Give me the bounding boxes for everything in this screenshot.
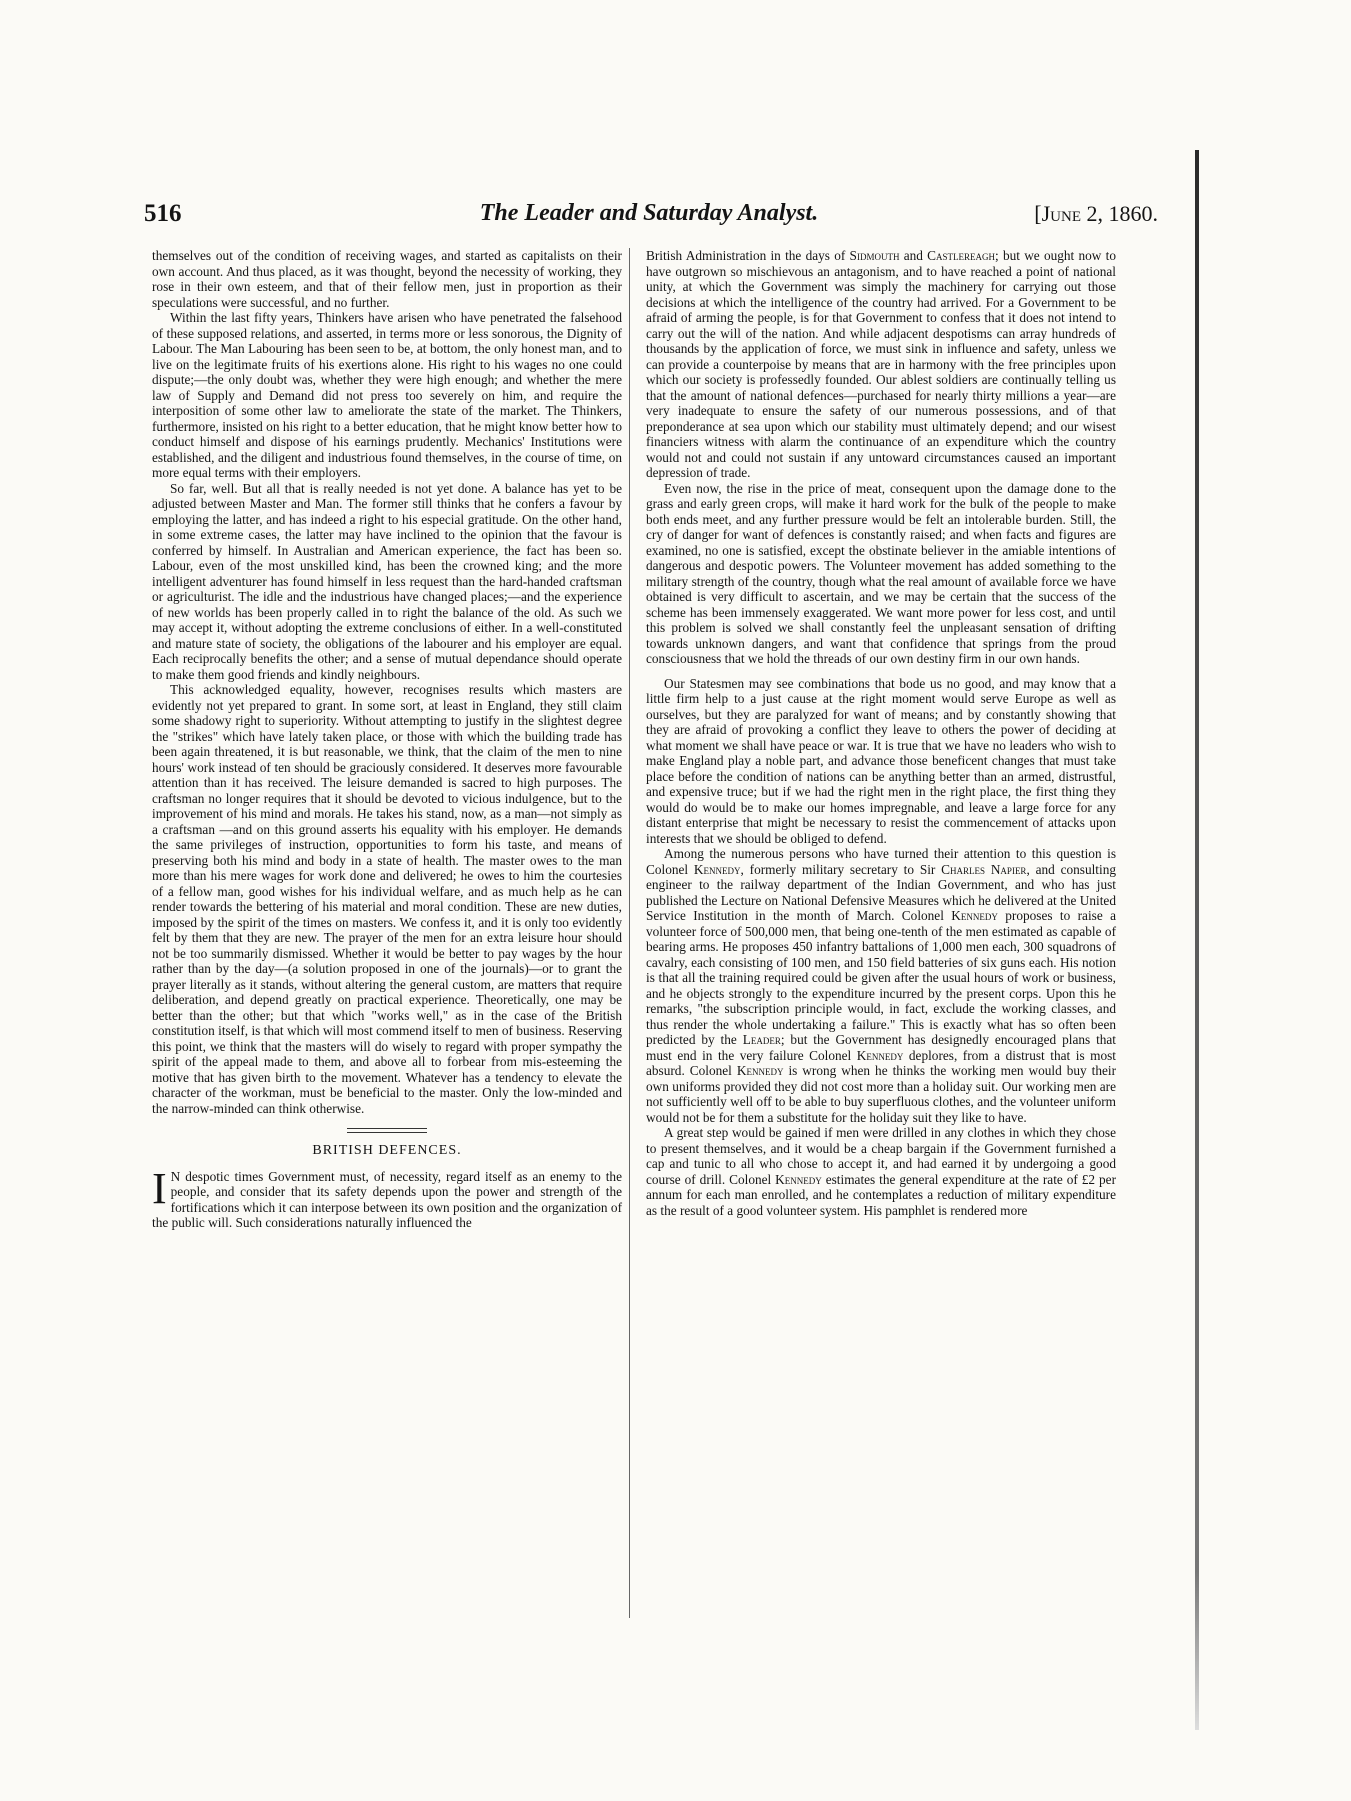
text-run: ; but the Government has designedly encouraged plans that must end in the very failure Colonel (646, 1032, 1117, 1063)
text-run: , formerly military secretary to Sir (740, 861, 942, 877)
name-sidmouth: Sidmouth (849, 248, 900, 263)
paragraph (646, 846, 1116, 1125)
name-kennedy: Kennedy (856, 1047, 904, 1063)
page-header (134, 200, 1164, 236)
text-run: deplores, from a distrust that is most absurd. Colonel (646, 1047, 1117, 1078)
paragraph: Even now, the rise in the price of meat, consequent upon the damage done to the grass and early green crops, will make it hard work for the bulk of the people to make both ends meet, and any further pressure would be felt an intolerable burden. Still, the cry of danger for want of defences is constantly raised; and when facts and figures are examined, no one is satisfied, except the obstinate believer in the amiable intentions of dangerous and despotic powers. The Volunteer movement has added something to the military strength of the country, though what the real amount of available force we have obtained is very difficult to ascertain, and we may be certain that the success of the scheme has been immensely exaggerated. We want more power for less cost, and until this problem is solved we shall constantly feel the unpleasant sensation of drifting towards unknown dangers, and want that confidence that springs from the proud consciousness that we hold the threads of our own destiny firm in our own hands. (646, 480, 1116, 666)
name-kennedy: Kennedy (736, 1063, 784, 1078)
text-run: estimates the general expenditure at the rate of £2 per annum for each man enrolled, and he contemplates a reduction of military expenditure as the result of a good volunteer system. His pamphlet is rendered more (646, 1171, 1116, 1218)
paragraph: Within the last fifty years, Thinkers have arisen who have penetrated the falsehood of these supposed relations, and asserted, in terms more or less sonorous, the Dignity of Labour. The Man Labouring has been seen to be, at bottom, the only honest man, and to live on the legitimate fruits of his exertions alone. His right to his wages no one could dispute;—the only doubt was, whether they were high enough; and whether the mere law of Supply and Demand did not press too severely on him, and require the interposition of some other law to ameliorate the state of the market. The Thinkers, furthermore, insisted on his right to a better education, that he might know better how to conduct himself and dispose of his earnings prudently. Mechanics' Institutions were established, and the diligent and industrious found themselves, in the course of time, on more equal terms with their employers. (152, 310, 622, 480)
name-kennedy: Kennedy (693, 861, 741, 877)
text-run: proposes to raise a volunteer force of 500,000 men, that being one-tenth of the men estimated as capable of bearing arms. He proposes 450 infantry battalions of 1,000 men each, 300 squadrons of cavalry, each consisting of 100 men, and 150 field batteries of six guns each. His notion is that all the training required could be given after the usual hours of work or business, and he objects strongly to the expenditure incurred by the present corps. Upon this he remarks, "the subscription principle would, in fact, exclude the working classes, and thus render the whole undertaking a failure." This is exactly what has so often been predicted by the (646, 908, 1116, 1047)
right-column (646, 248, 1116, 1218)
name-napier: Charles Napier (941, 861, 1027, 877)
paragraph-text: N despotic times Government must, of necessity, regard itself as an enemy to the people, and consider that its safety depends upon the power and strength of the fortifications which it can interpose between its own position and the organization of the public will. Such considerations naturally influenced the (152, 1168, 622, 1230)
name-kennedy: Kennedy (775, 1171, 822, 1187)
paragraph: This acknowledged equality, however, recognises results which masters are evidently not yet prepared to grant. In some sort, at least in England, they still claim some shadowy right to superiority. Without attempting to justify in the slightest degree the "strikes" which have lately taken place, or those with which the building trade has been again threatened, it is but reasonable, we think, that the claim of the men to nine hours' work instead of ten should be graciously considered. It deserves more favourable attention than it has received. The leisure demanded is sacred to high purposes. The craftsman no longer requires that it should be devoted to vicious indulgence, but to the improvement of his mind and morals. He takes his stand, now, as a man—not simply as a craftsman —and on this ground asserts his equality with his employer. He demands the same privileges of instruction, opportunities to form his taste, and means of preserving both his mind and body in a state of health. The master owes to the man more than his mere wages for work done and delivered; he owes to him the courtesies of a fellow man, good wishes for his individual welfare, and as much help as he can render towards the bettering of his material and moral condition. These are new duties, imposed by the spirit of the times on masters. We confess it, and it is only too evidently felt by them that they are new. The prayer of the men for an extra leisure hour should not be too summarily dismissed. Whether it would be better to pay wages by the hour rather than by the day—(a solution proposed in one of the journals)—or to grant the prayer literally as it stands, without altering the general custom, are matters that require deliberation, and depend greatly on practical experience. Theoretically, one may be better than the other; but that which "works well," as in the case of the British constitution itself, is that which will most commend itself to men of business. Reserving this point, we think that the masters will do wisely to regard with proper sympathy the spirit of the appeal made to them, and above all to forbear from mis-esteeming the motive that has given birth to the movement. Whatever has a tendency to elevate the character of the workman, must be beneficial to the master. Only the low-minded and the narrow-minded can think otherwise. (152, 682, 622, 1116)
paragraph (646, 1125, 1116, 1218)
paragraph: themselves out of the condition of receiving wages, and started as capitalists on their own account. And thus placed, as it was thought, beyond the necessity of working, they rose in their own esteem, and that of their fellow men, just in proportion as their speculations were successful, and no further. (152, 248, 622, 310)
name-leader: Leader (742, 1032, 781, 1047)
page-edge-shadow (1195, 150, 1199, 1730)
text-run: , and consulting engineer to the railway department of the Indian Government, and who has just published the Lecture on National Defensive Measures which he delivered at the United Service Institution in the month of March. Colonel (646, 861, 1116, 923)
name-castlereagh: Castlereagh (927, 248, 996, 263)
column-divider (629, 248, 630, 1618)
name-kennedy: Kennedy (951, 908, 998, 923)
issue-date: [June 2, 1860. (1034, 201, 1158, 226)
publication-title: The Leader and Saturday Analyst. (479, 200, 819, 226)
page-number: 516 (144, 200, 182, 227)
text-run: and (899, 248, 928, 263)
text-run: is wrong when he thinks the working men would buy their own uniforms provided they did not cost more than a holiday suit. Our working men are not sufficiently well off to be able to buy superfluous clothes, and the volunteer uniform would not be for them a substitute for the holiday suit they like to have. (646, 1063, 1116, 1125)
paragraph (152, 1163, 622, 1231)
paragraph: Our Statesmen may see combinations that bode us no good, and may know that a little firm help to a just cause at the right moment would serve Europe as well as ourselves, but they are paralyzed for want of means; and by constantly showing that they are afraid of provoking a conflict they leave to others the power of deciding at what moment we shall have peace or war. It is true that we have no leaders who wish to make England play a noble part, and advance those beneficent changes that must take place before the condition of nations can be anything better than an armed, distrustful, and expensive truce; but if we had the right men in the right place, the first thing they would do would be to make our homes impregnable, and leave a large force for any distant enterprise that might be necessary to resist the commencement of attacks upon interests that we should be obliged to defend. (646, 675, 1116, 846)
text-run: Among the numerous persons who have turned their attention to this question is Colonel (646, 846, 1116, 877)
text-run: A great step would be gained if men were drilled in any clothes in which they chose to present themselves, and it would be a cheap bargain if the Government furnished a cap and tunic to all who chose to accept it, and had earned it by undergoing a good course of drill. Colonel (646, 1125, 1116, 1187)
text-run: British Administration in the days of (646, 248, 850, 263)
paragraph: So far, well. But all that is really needed is not yet done. A balance has yet to be adjusted between Master and Man. The former still thinks that he confers a favour by employing the latter, and has indeed a right to his especial gratitude. On the other hand, in some extreme cases, the latter may have inclined to the opinion that the favour is conferred by himself. In Australian and American experience, the fact has been so. Labour, even of the most unskilled kind, has been the crowned king; and the more intelligent adventurer has found himself in less request than the hard-handed craftsman or agriculturist. The idle and the industrious have changed places;—and the experience of new worlds has been properly called in to right the balance of the old. As such we may accept it, without adopting the extreme conclusions of either. In a well-constituted and mature state of society, the obligations of the labourer and his employer are equal. Each reciprocally benefits the other; and a sense of mutual dependance should operate to make them good friends and kindly neighbours. (152, 480, 622, 682)
left-column (152, 248, 622, 1231)
section-heading: BRITISH DEFENCES. (152, 1128, 622, 1159)
drop-cap: I (152, 1163, 167, 1213)
text-run: ; but we ought now to have outgrown so mischievous an antagonism, and to have reached a point of national unity, at which the Government was simply the machinery for carrying out those decisions at which the intelligence of the country had arrived. For a Government to be afraid of arming the people, is for that Government to confess that it does not intend to carry out the will of the nation. And while adjacent despotisms can array hundreds of thousands by the application of force, we must sink in influence and safety, unless we can provide a counterpoise by means that are in harmony with the free principles upon which our society is professedly founded. Our ablest soldiers are continually telling us that the amount of national defences—purchased for nearly thirty millions a year—are very inadequate to ensure the safety of our numerous possessions, and of that preponderance at sea upon which our stability must ultimately depend; and our wisest financiers witness with alarm the continuance of an expenditure which the country would not and could not sustain if any untoward circumstances caused an important depression of trade. (646, 248, 1116, 480)
paragraph (646, 248, 1116, 481)
